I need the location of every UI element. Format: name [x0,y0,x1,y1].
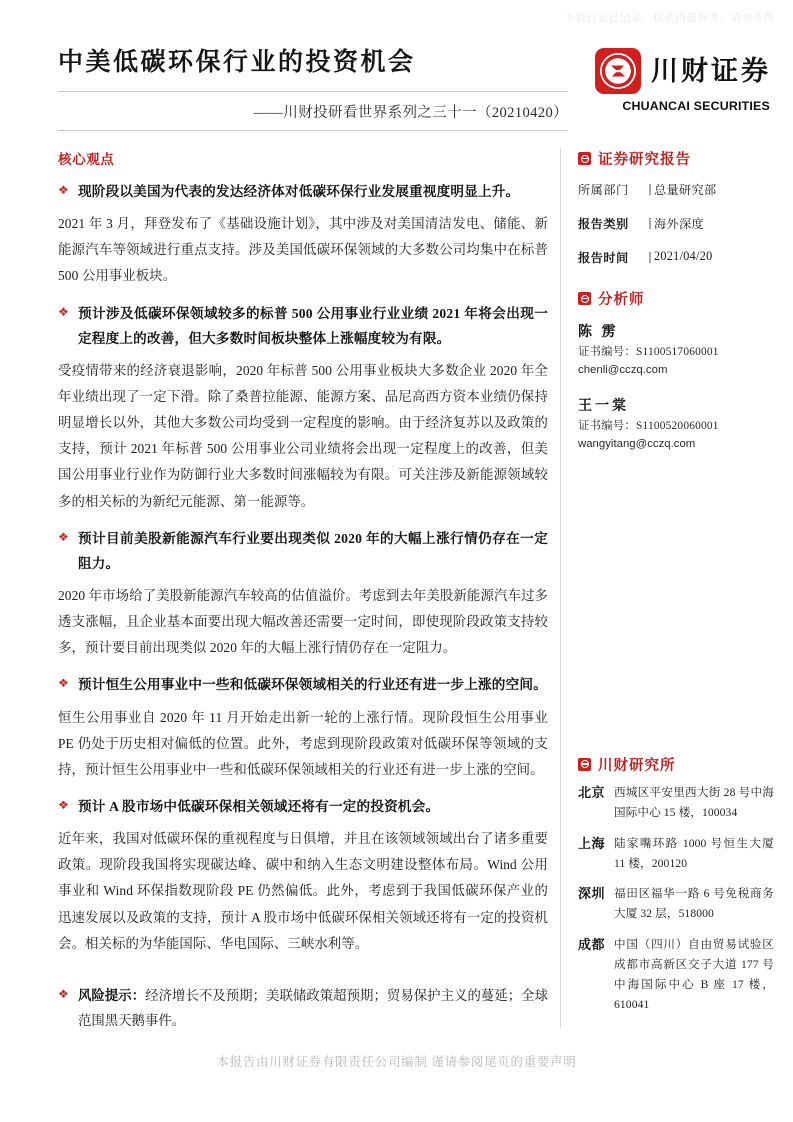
diamond-bullet-icon: ❖ [58,304,69,319]
office-city: 深圳 [578,886,606,902]
analyst-section-icon [578,292,591,305]
diamond-bullet-icon: ❖ [58,797,69,812]
report-section-header [578,148,774,169]
meta-row-date [578,249,774,266]
meta-row-department [578,181,774,198]
viewpoint-heading: 预计目前美股新能源汽车行业要出现类似 2020 年的大幅上涨行情仍存在一定阻力。 [78,530,548,571]
page-title: 中美低碳环保行业的投资机会 [58,49,416,76]
analyst-cert-number: 证书编号：S1100517060001 [578,346,719,358]
page-footer: 本报告由川财证券有限责任公司编制 谨请参阅尾页的重要声明 [216,1055,577,1069]
page-subtitle: ——川财投研看世界系列之三十一（20210420） [253,105,568,121]
risk-warning [58,983,548,1034]
analyst-name: 王一棠 [578,399,629,415]
institute-section-header [578,754,774,775]
page-header [0,34,793,144]
viewpoint-body: 2020 年市场给了美股新能源汽车较高的估值溢价。考虑到去年美股新能源汽车过多透支涨幅，且企业基本面要出现大幅改善还需要一定时间，即使现阶段政策支持较多，预计要目前出现类似 2020 年的大幅上涨行情仍存在一定阻力。 [58,587,548,656]
institute-section-title: 川财研究所 [598,757,676,774]
meta-key: 报告类别 [578,217,629,231]
office-address: 陆家嘴环路 1000 号恒生大厦 11 楼，200120 [614,836,774,870]
logo-name-en: CHUANCAI SECURITIES [622,99,770,113]
viewpoint-heading: 预计恒生公用事业中一些和低碳环保领域相关的行业还有进一步上涨的空间。 [78,677,547,693]
report-section-icon [578,152,591,165]
meta-separator: 丨 [644,251,657,265]
viewpoint-body: 近年来，我国对低碳环保的重视程度与日俱增，并且在该领域领域出台了诸多重要政策。现阶段我国将实现碳达峰、碳中和纳入生态文明建设整体布局。Wind 公用事业和 Wind 环保指数现阶段 PE 仍然偏低。此外，考虑到于我国低碳环保产业的迅速发展以及政策的支持，预计 A 股市场中低碳环保相关领域还将有一定的投资机会。相关标的为华能国际、华电国际、三峡水利等。 [58,831,548,951]
viewpoint-body: 恒生公用事业自 2020 年 11 月开始走出新一轮的上涨行情。现阶段恒生公用事业 PE 仍处于历史相对偏低的位置。此外，考虑到现阶段政策对低碳环保等领域的支持，预计恒生公用事业中一些和低碳环保领域相关的行业还有进一步上涨的空间。 [58,709,548,777]
office-address: 西城区平安里西大街 28 号中海国际中心 15 楼，100034 [614,785,774,819]
analyst-cert-number: 证书编号：S1100520060001 [578,420,719,433]
office-entry [578,935,774,1015]
report-section-title: 证券研究报告 [598,152,691,168]
title-divider [58,91,568,92]
office-address: 中国（四川）自由贸易试验区成都市高新区交子大道 177 号中海国际中心 B 座 17 楼，610041 [614,938,774,1012]
viewpoint-heading: 预计 A 股市场中低碳环保相关领域还将有一定的投资机会。 [78,798,440,814]
analyst-entry [578,321,774,379]
analyst-entry [578,395,774,453]
viewpoint-body: 2021 年 3 月，拜登发布了《基础设施计划》，其中涉及对美国清洁发电、储能、新能源汽车等领域进行重点支持。涉及美国低碳环保领域的大多数公司均集中在标普 500 公用事业板块。 [58,216,548,284]
viewpoint-item [58,179,548,204]
meta-key: 所属部门 [578,183,629,197]
subtitle-divider [58,130,568,131]
viewpoint-item [58,672,548,697]
institute-section-icon [578,758,591,771]
viewpoint-item [58,794,548,819]
analyst-section-header [578,288,774,309]
diamond-bullet-icon: ❖ [58,986,69,1001]
diamond-bullet-icon: ❖ [58,529,69,544]
logo-name-cn: 川财证券 [651,55,771,86]
office-entry [578,834,774,874]
meta-row-category [578,215,774,232]
diamond-bullet-icon: ❖ [58,183,69,197]
office-city: 成都 [578,937,606,953]
analyst-name: 陈 雳 [578,325,619,340]
meta-separator: 丨 [644,217,657,231]
title-block [58,48,568,131]
logo-s-glyph [600,53,636,89]
meta-separator: 丨 [644,183,657,197]
viewpoint-heading: 预计涉及低碳环保领域较多的标普 500 公用事业行业业绩 2021 年将会出现一定程度上的改善，但大多数时间板块整体上涨幅度较为有限。 [78,305,548,346]
core-viewpoints-heading: 核心观点 [58,152,115,167]
meta-value: 海外深度 [654,217,704,231]
viewpoint-heading: 现阶段以美国为代表的发达经济体对低碳环保行业发展重视度明显上升。 [78,184,520,199]
analyst-email[interactable]: wangyitang@cczq.com [578,438,696,451]
main-column [58,148,548,1034]
chuancai-logo-icon [595,48,641,94]
meta-value: 总量研究部 [654,183,717,197]
viewpoint-item [58,526,548,576]
office-city: 北京 [578,784,606,800]
brand-logo [595,48,771,113]
diamond-bullet-icon: ❖ [58,676,69,691]
meta-key: 报告时间 [578,251,629,265]
analyst-email[interactable]: chenli@cczq.com [578,363,668,376]
office-city: 上海 [578,835,606,851]
logo-row [595,48,771,94]
risk-warning-text [78,983,548,1034]
column-divider [560,148,561,1028]
viewpoint-item [58,301,548,351]
office-address: 福田区福华一路 6 号免税商务大厦 32 层，518000 [614,887,774,921]
risk-warning-label: 风险提示： [78,987,146,1003]
office-entry [578,884,774,924]
viewpoint-body: 受疫情带来的经济衰退影响，2020 年标普 500 公用事业板块大多数企业 2020 年全年业绩出现了一定下滑。除了桑普拉能源、能源方案、品尼高西方资本业绩仍保持明显增长以外，其他大多数公司均受到一定程度的影响。由于经济复苏以及政策的支持，预计 2021 年标普 500 公用事业公司业绩将会出现一定程度上的改善，但美国公用事业行业作为防御行业大多数时间涨幅较为有限。可关注涉及新能源领域较多的相关标的为新纪元能源、第一能源等。 [58,362,548,509]
analyst-section-title: 分析师 [598,292,645,308]
risk-warning-body: 经济增长不及预期；美联储政策超预期；贸易保护主义的蔓延；全球范围黑天鹅事件。 [78,987,549,1029]
meta-value: 2021/04/20 [654,249,713,263]
sidebar-column [578,148,774,1026]
office-entry [578,783,774,823]
watermark-text: 下载日志已记录，仅供内部参考，请勿外传 [564,13,775,24]
